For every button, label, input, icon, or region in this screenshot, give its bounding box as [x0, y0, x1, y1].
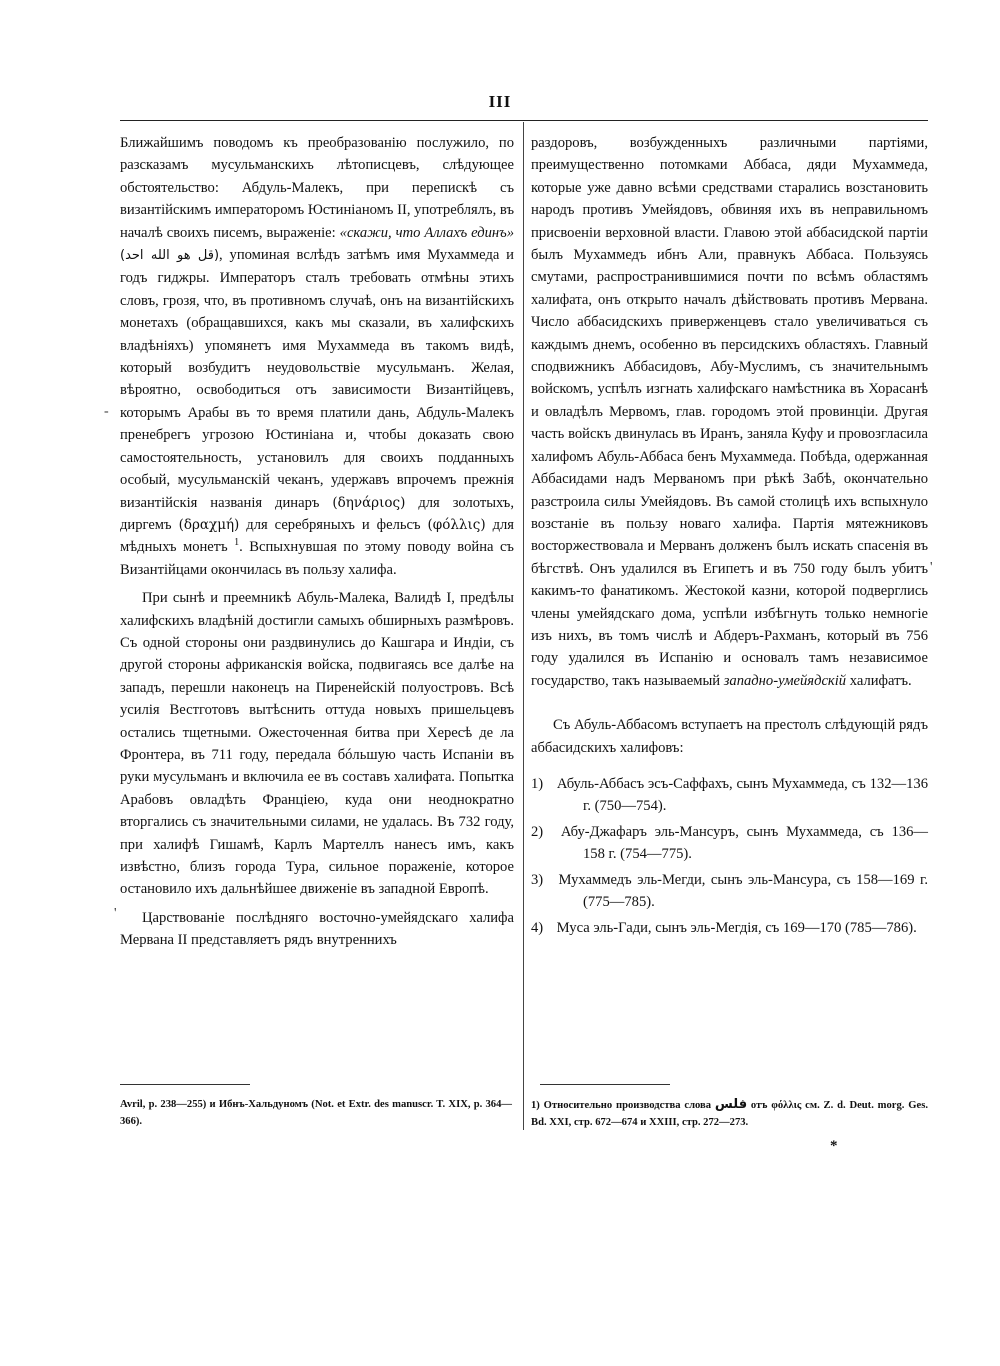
left-column [120, 132, 514, 952]
caliph-number: 4) [531, 919, 544, 936]
right-p1-text-a: раздоровъ, возбужденныхъ различными партіями, преимущественно потомками Аббаса, дяди Мухаммеда, которые уже давно всѣми средствами старались возстановить народъ противъ Умейядовъ, обвиняя ихъ въ неправильномъ присвоеніи верховной власти. Главою этой аббасидской партіи былъ Мухаммедъ ибнъ Али, правнукъ Аббаса. Пользуясь смутами, распространившимися почти по всѣмъ областямъ халифата, онъ открыто началъ дѣйствовать противъ Мервана. Число аббасидскихъ приверженцевъ стало увеличиваться съ каждымъ днемъ, особенно въ персидскихъ областяхъ. Главный сподвижникъ Аббасидовъ, Абу-Муслимъ, съ значительнымъ войскомъ, успѣлъ изгнать халифскаго намѣстника въ Хорасанѣ и овладѣлъ Мервомъ, глав. городомъ этой провинціи. Другая часть войскъ двинулась въ Иранъ, заняла Куфу и провозгласила халифомъ Абуль-Аббаса бенъ Мухаммеда. Побѣда, одержанная Аббасидами надъ Мерваномъ при рѣкѣ Забѣ, окончательно разстроила силы Умейядовъ. Въ самой столицѣ ихъ вспыхнуло возстаніе въ пользу новаго халифа. Партія мятежниковъ восторжествовала и Мерванъ долженъ былъ искать спасенія въ бѣгствѣ. Онъ удалился въ Египетъ и въ 750 году былъ убитъ какимъ-то фанатикомъ. Жестокой казни, которой подверглись члены умейядскаго дома, успѣли избѣгнуть только немногіе изъ нихъ, въ томъ числѣ и Абдеръ-Рахманъ, который въ 756 году удалился въ Испанію и основалъ тамъ независимое государство, такъ называемый [531, 135, 928, 689]
caliph-number: 2) [531, 823, 544, 840]
footnote-left: Avril, p. 238—255) и Ибнъ-Хальдуномъ (Not. et Extr. des manuscr. T. XIX, p. 364—366). [120, 1099, 512, 1127]
footnote-marker: 1 [234, 537, 240, 549]
right-paragraph-1 [531, 132, 928, 692]
greek-denarios: (δηνάριος) [332, 494, 406, 511]
footnote-rule-left [120, 1084, 250, 1085]
caliph-item [531, 869, 928, 913]
column-divider [523, 122, 524, 1130]
caliph-text: Муса эль-Гади, сынъ эль-Мегдія, съ 169—170 (785—786). [556, 919, 917, 936]
right-p1-text-b: халифатъ. [846, 672, 912, 689]
left-paragraph-2: При сынѣ и преемникѣ Абуль-Малека, Валидѣ I, предѣлы халифскихъ владѣній достигли самыхъ обширныхъ размѣровъ. Съ одной стороны они раздвинулись до Кашгара и Индіи, съ другой стороны африканскія войска, подвигаясь все далѣе на западъ, перешли наконецъ на Пиренейскій полуостровъ. Всѣ усилія Вестготовъ вытѣснить оттуда новыхъ пришельцевъ остались тщетными. Ожесточенная битва при Xepecѣ де ла Фронтера, въ 711 году, передала бóльшую часть Испаніи въ руки мусульманъ и включила ее въ составъ халифата. Попытка Арабовъ овладѣть Франціею, куда они неоднократно вторгались съ значительными силами, не удалась. Въ 732 году, при халифѣ Гишамѣ, Карлъ Мартеллъ нанесъ имъ, какъ извѣстно, близъ города Тура, сильное пораженіе, которое остановило ихъ дальнѣйшее движеніе въ западной Европѣ. [120, 590, 514, 898]
left-p1-text-b: , упоминая вслѣдъ затѣмъ имя Мухаммеда и годъ гиджры. Императоръ сталъ требовать отмѣны этихъ словъ, грозя, что, въ противномъ случаѣ, онъ на византійскихъ монетахъ (обращавшихся, какъ мы сказали, въ халифскихъ владѣніяхъ) упомянетъ имя Мухаммеда въ такомъ видѣ, который возбудитъ неудовольствіе мусульманъ. Желая, вѣроятно, освободиться отъ зависимости Византійцевъ, которымъ Арабы въ то время платили дань, Абдуль-Малекъ пренебрегъ угрозою Юстиніана и, чтобы доказать свою самостоятельность, установилъ для своихъ подданныхъ особый, мусульманскій чеканъ, удержавъ впрочемъ прежнія византійскія названія динаръ [120, 247, 514, 511]
caliph-item [531, 773, 928, 817]
footnote-right-text-b: отъ φόλλις см. Z. d. Deut. morg. Ges. Bd. XXI, стр. 672—674 и XXIII, стр. 272—273. [531, 1100, 928, 1128]
caliph-number: 3) [531, 871, 544, 888]
margin-mark-right-1: ' [930, 560, 933, 575]
left-p1-text-c: для золотыхъ, диргемъ [120, 494, 514, 533]
caliph-text: Абуль-Аббасъ эсъ-Саффахъ, сынъ Мухаммеда, съ 132—136 г. (750—754). [556, 775, 928, 814]
footnote-rule-right [540, 1084, 670, 1085]
header-rule [120, 120, 928, 121]
footnote-right-text-a: 1) Относительно производства слова [531, 1100, 715, 1111]
caliph-number: 1) [531, 775, 544, 792]
right-column [531, 132, 928, 943]
caliph-text: Мухаммедъ эль-Мегди, сынъ эль-Мансура, съ 158—169 г. (775—785). [558, 871, 928, 910]
margin-mark-left-2: ' [114, 906, 117, 921]
left-p1-text-d: для серебряныхъ и фельсъ [239, 516, 428, 533]
greek-drachme: (δραχμή) [178, 516, 240, 533]
left-p1-quote: «скажи, что Аллахъ единъ» [339, 224, 515, 241]
left-p1-text-a: Ближайшимъ поводомъ къ преобразованію послужило, по разсказамъ мусульманскихъ лѣтописцевъ, слѣдующее обстоятельство: Абдуль-Малекъ, при перепискѣ съ византійскимъ императоромъ Юстиніаномъ II, употреблялъ, въ началѣ своихъ писемъ, выраженіе: [120, 135, 514, 241]
caliph-text: Абу-Джафаръ эль-Мансуръ, сынъ Мухаммеда, съ 136— 158 г. (754—775). [560, 823, 929, 862]
greek-follis: (φόλλις) [427, 516, 486, 533]
left-p1-arabic: (قل هو الله احد) [120, 248, 220, 264]
margin-mark-left-1: - [104, 404, 109, 419]
caliph-item [531, 821, 928, 865]
left-p1-text-f: . Вспыхнувшая по этому поводу война съ Византійцами окончилась въ пользу халифа. [120, 539, 514, 578]
left-paragraph-1 [120, 132, 514, 581]
page-number: III [488, 92, 512, 111]
footnote-right [531, 1096, 928, 1131]
left-paragraph-3: Царствованіе послѣдняго восточно-умейядскаго халифа Мервана II представляетъ рядъ внутреннихъ [120, 909, 514, 949]
caliph-item [531, 917, 928, 939]
signature-star: * [830, 1138, 838, 1154]
left-p1-text-e: для мѣдныхъ монетъ [120, 516, 514, 556]
caliph-list [531, 773, 928, 939]
footnote-right-arabic: فلس [714, 1097, 748, 1112]
right-p1-italic: западно-умейядскій [723, 672, 847, 689]
right-paragraph-2: Съ Абуль-Аббасомъ вступаетъ на престолъ слѣдующій рядъ аббасидскихъ халифовъ: [531, 717, 928, 756]
